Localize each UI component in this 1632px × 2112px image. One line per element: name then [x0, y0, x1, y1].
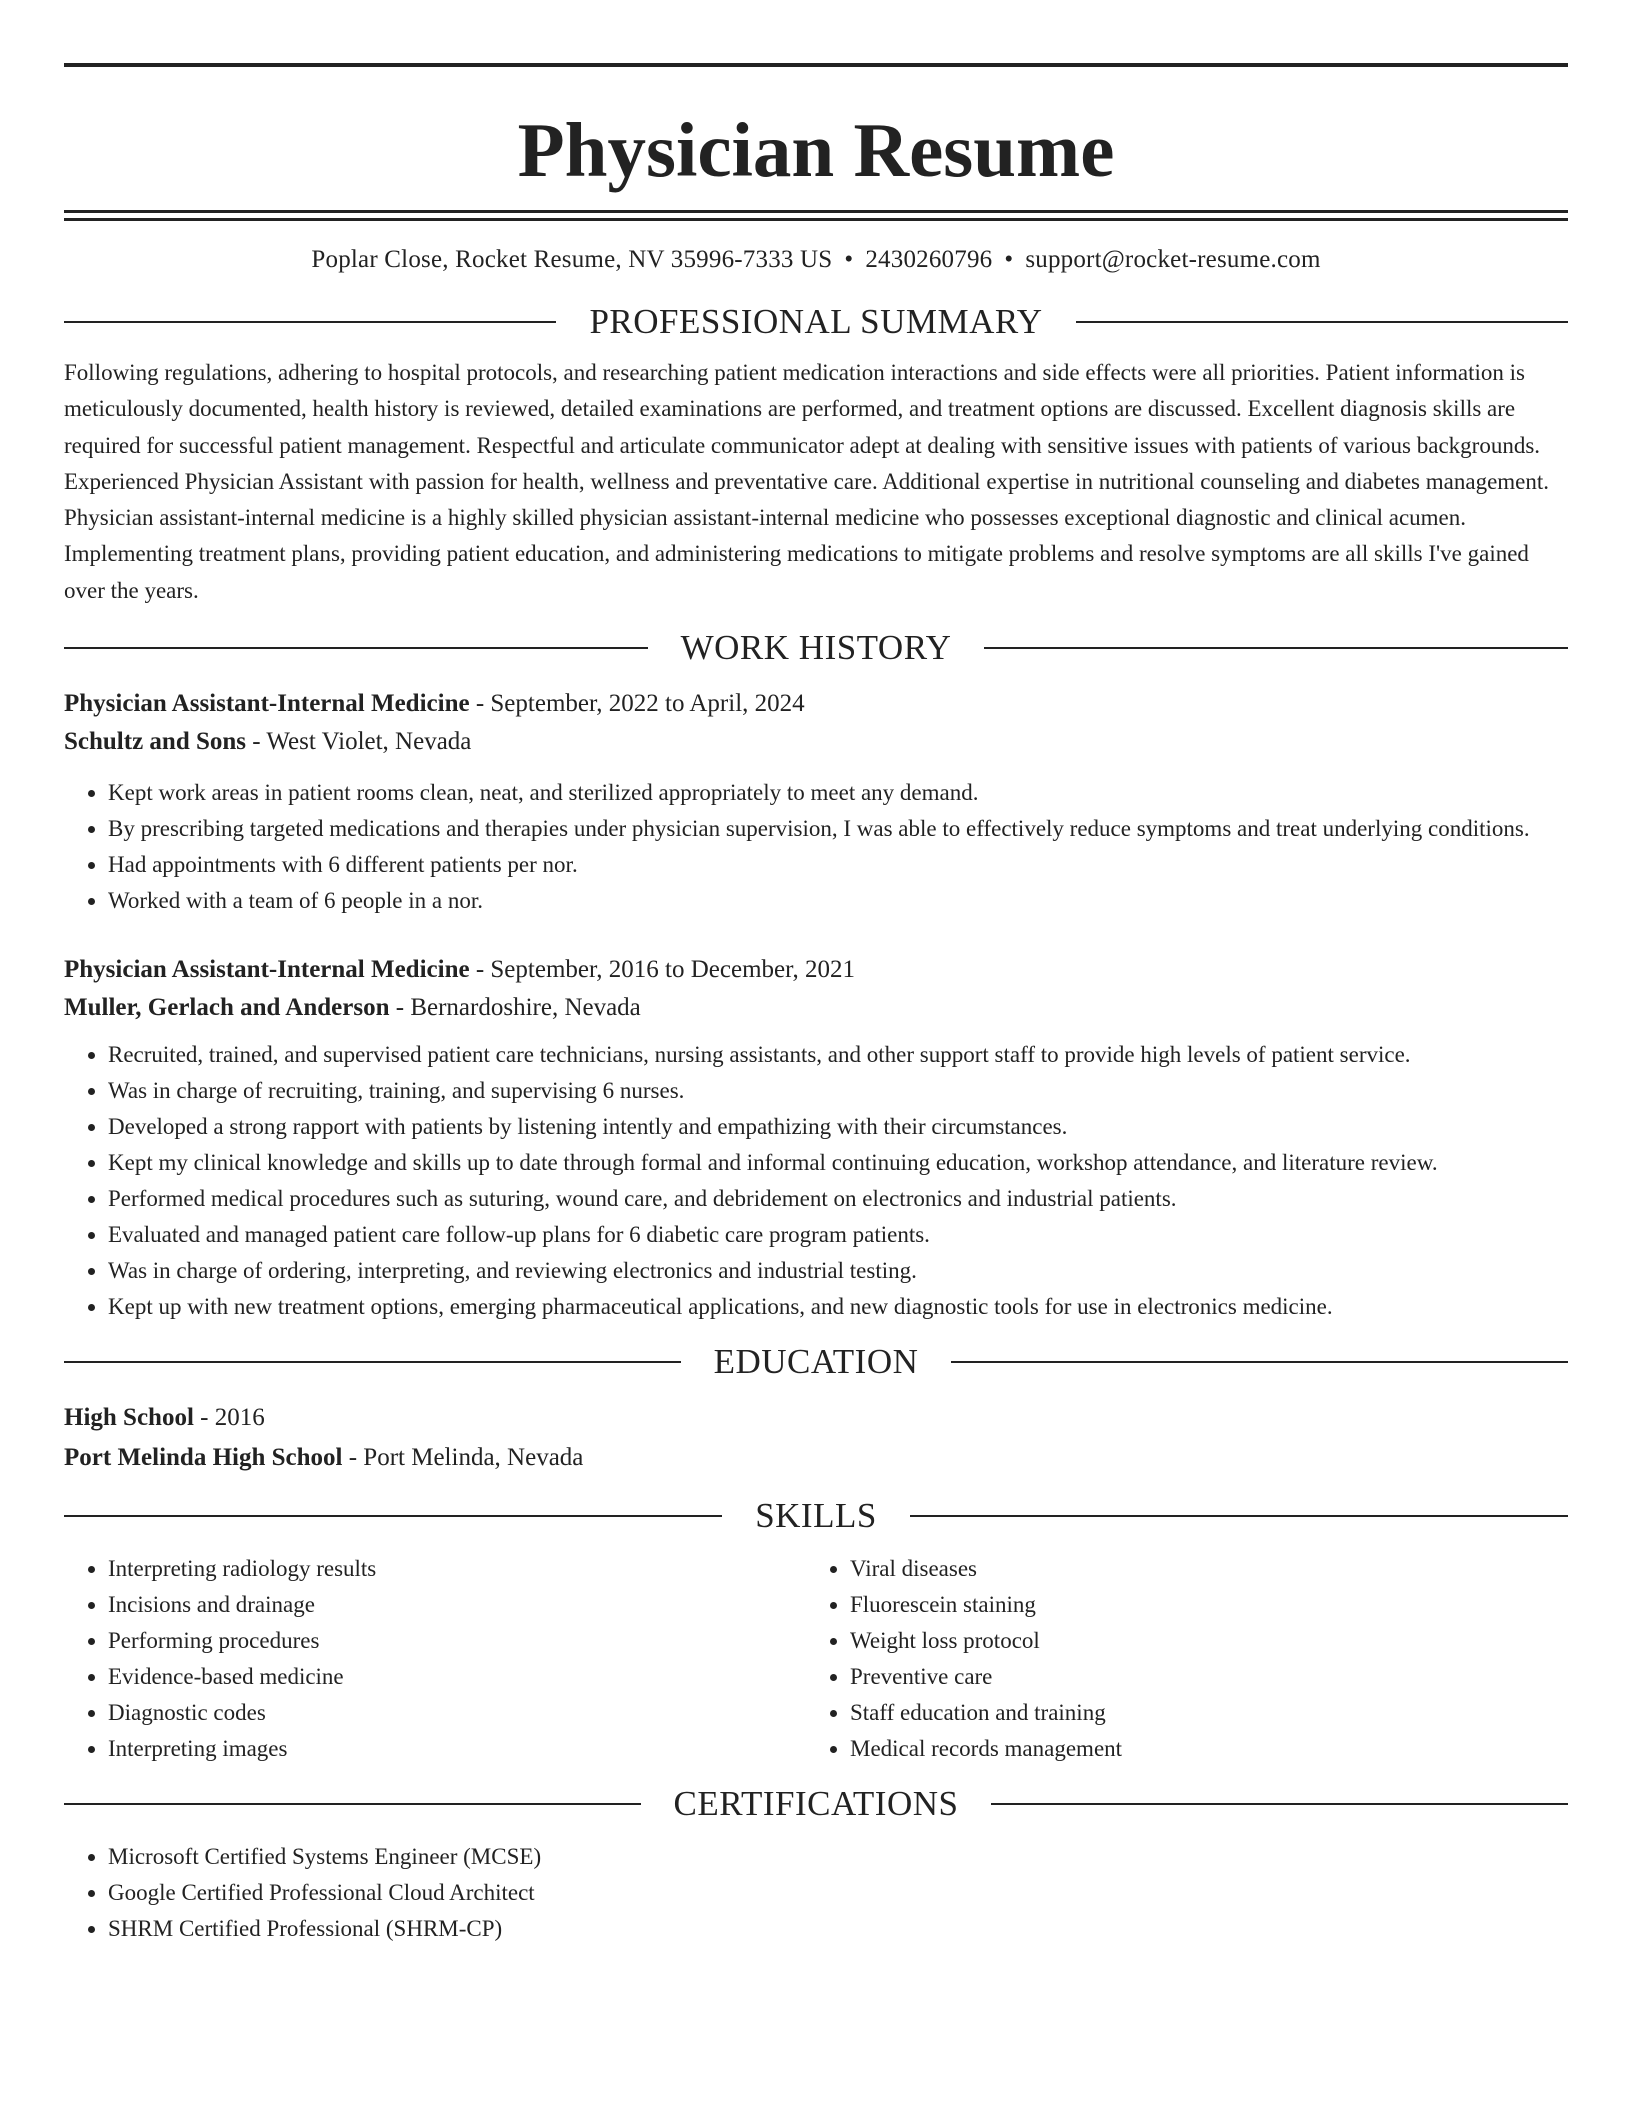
job-company-line — [64, 723, 1568, 761]
education-school-line — [64, 1439, 1568, 1477]
section-rule-right — [910, 1515, 1568, 1517]
skills-section-header — [64, 1491, 1568, 1541]
skill-item: • Fluorescein staining — [850, 1587, 1548, 1623]
job-company: Schultz and Sons — [64, 728, 247, 756]
job-dates: - September, 2016 to December, 2021 — [469, 956, 855, 984]
certification-item: • Google Certified Professional Cloud Architect — [108, 1875, 1568, 1911]
job-location: - Bernardoshire, Nevada — [389, 994, 641, 1022]
education-degree-line — [64, 1399, 1568, 1437]
section-rule-left — [64, 1361, 681, 1363]
section-rule-right — [984, 647, 1568, 649]
skill-item: • Interpreting radiology results — [108, 1551, 806, 1587]
skill-item: • Performing procedures — [108, 1623, 806, 1659]
job-title-line — [64, 685, 1568, 723]
section-rule-left — [64, 647, 648, 649]
skill-item: • Weight loss protocol — [850, 1623, 1548, 1659]
job-bullet: • Evaluated and managed patient care follow-up plans for 6 diabetic care program patients. — [108, 1217, 1568, 1253]
job-entry — [64, 685, 1568, 919]
job-bullet: • Performed medical procedures such as suturing, wound care, and debridement on electronics and industrial patients. — [108, 1181, 1568, 1217]
job-bullet: • Had appointments with 6 different patients per nor. — [108, 847, 1568, 883]
section-rule-left — [64, 1515, 722, 1517]
job-bullet: • Was in charge of ordering, interpreting, and reviewing electronics and industrial testing. — [108, 1253, 1568, 1289]
contact-phone: 2430260796 — [865, 246, 993, 273]
summary-section-header — [64, 297, 1568, 347]
skills-list-right — [806, 1551, 1548, 1767]
education-year: - 2016 — [193, 1404, 265, 1432]
contact-separator: • — [1004, 246, 1014, 273]
job-title: Physician Assistant-Internal Medicine — [64, 956, 470, 984]
summary-text: Following regulations, adhering to hospital protocols, and researching patient medication interactions and side effects were all priorities. Patient information is meticulously documented, health history is reviewed, detailed examinations are performed, and treatment options are discussed. Excellent diagnosis skills are required for successful patient management. Respectful and articulate communicator adept at dealing with sensitive issues with patients of various backgrounds. Experienced Physician Assistant with passion for health, wellness and preventative care. Additional expertise in nutritional counseling and diabetes management. Physician assistant-internal medicine is a highly skilled physician assistant-internal medicine who possesses exceptional diagnostic and clinical acumen. Implementing treatment plans, providing patient education, and administering medications to mitigate problems and resolve symptoms are all skills I've gained over the years. — [64, 360, 1550, 603]
job-company: Muller, Gerlach and Anderson — [64, 994, 390, 1022]
job-title-line — [64, 951, 1568, 989]
education-school: Port Melinda High School — [64, 1444, 343, 1472]
contact-email: support@rocket-resume.com — [1025, 246, 1321, 273]
section-rule-left — [64, 1803, 641, 1805]
job-bullet: • Kept work areas in patient rooms clean, neat, and sterilized appropriately to meet any demand. — [108, 775, 1568, 811]
job-entry — [64, 951, 1568, 1325]
contact-address: Poplar Close, Rocket Resume, NV 35996-7333 US — [311, 246, 833, 273]
job-bullet: • Kept my clinical knowledge and skills up to date through formal and informal continuing education, workshop attendance, and literature review. — [108, 1145, 1568, 1181]
skill-item: • Evidence-based medicine — [108, 1659, 806, 1695]
job-bullet: • By prescribing targeted medications and therapies under physician supervision, I was able to effectively reduce symptoms and treat underlying conditions. — [108, 811, 1568, 847]
job-title: Physician Assistant-Internal Medicine — [64, 690, 470, 718]
certification-item: • SHRM Certified Professional (SHRM-CP) — [108, 1911, 1568, 1947]
section-rule-right — [991, 1803, 1568, 1805]
job-company-line — [64, 989, 1568, 1027]
skill-item: • Preventive care — [850, 1659, 1548, 1695]
job-bullet: • Kept up with new treatment options, emerging pharmaceutical applications, and new diagnostic tools for use in electronics medicine. — [108, 1289, 1568, 1325]
education-location: - Port Melinda, Nevada — [342, 1444, 584, 1472]
certifications-heading: CERTIFICATIONS — [673, 1784, 959, 1824]
skill-item: • Interpreting images — [108, 1731, 806, 1767]
title-double-rule — [64, 210, 1568, 221]
skill-item: • Medical records management — [850, 1731, 1548, 1767]
section-rule-right — [1076, 321, 1568, 323]
resume-title: Physician Resume — [517, 107, 1115, 193]
job-bullets — [64, 775, 1568, 919]
skills-grid — [64, 1551, 1568, 1767]
work-section-header — [64, 623, 1568, 673]
contact-separator: • — [844, 246, 854, 273]
skills-list-left — [64, 1551, 806, 1767]
skill-item: • Diagnostic codes — [108, 1695, 806, 1731]
certification-item: • Microsoft Certified Systems Engineer (MCSE) — [108, 1839, 1568, 1875]
skill-item: • Viral diseases — [850, 1551, 1548, 1587]
job-location: - West Violet, Nevada — [246, 728, 472, 756]
job-bullets — [64, 1037, 1568, 1325]
job-bullet: • Was in charge of recruiting, training, and supervising 6 nurses. — [108, 1073, 1568, 1109]
education-heading: EDUCATION — [713, 1342, 919, 1382]
skills-heading: SKILLS — [755, 1496, 877, 1536]
education-section-header — [64, 1337, 1568, 1387]
certifications-section-header — [64, 1779, 1568, 1829]
work-heading: WORK HISTORY — [680, 628, 952, 668]
job-dates: - September, 2022 to April, 2024 — [469, 690, 805, 718]
job-bullet: • Worked with a team of 6 people in a nor. — [108, 883, 1568, 919]
section-rule-left — [64, 321, 556, 323]
contact-line — [64, 243, 1568, 277]
job-bullet: • Recruited, trained, and supervised patient care technicians, nursing assistants, and other support staff to provide high levels of patient service. — [108, 1037, 1568, 1073]
summary-heading: PROFESSIONAL SUMMARY — [589, 302, 1043, 341]
skill-item: • Incisions and drainage — [108, 1587, 806, 1623]
education-degree: High School — [64, 1404, 194, 1432]
certifications-list — [64, 1839, 1568, 1947]
section-rule-right — [951, 1361, 1568, 1363]
education-entry — [64, 1399, 1568, 1477]
skill-item: • Staff education and training — [850, 1695, 1548, 1731]
job-bullet: • Developed a strong rapport with patients by listening intently and empathizing with their circumstances. — [108, 1109, 1568, 1145]
